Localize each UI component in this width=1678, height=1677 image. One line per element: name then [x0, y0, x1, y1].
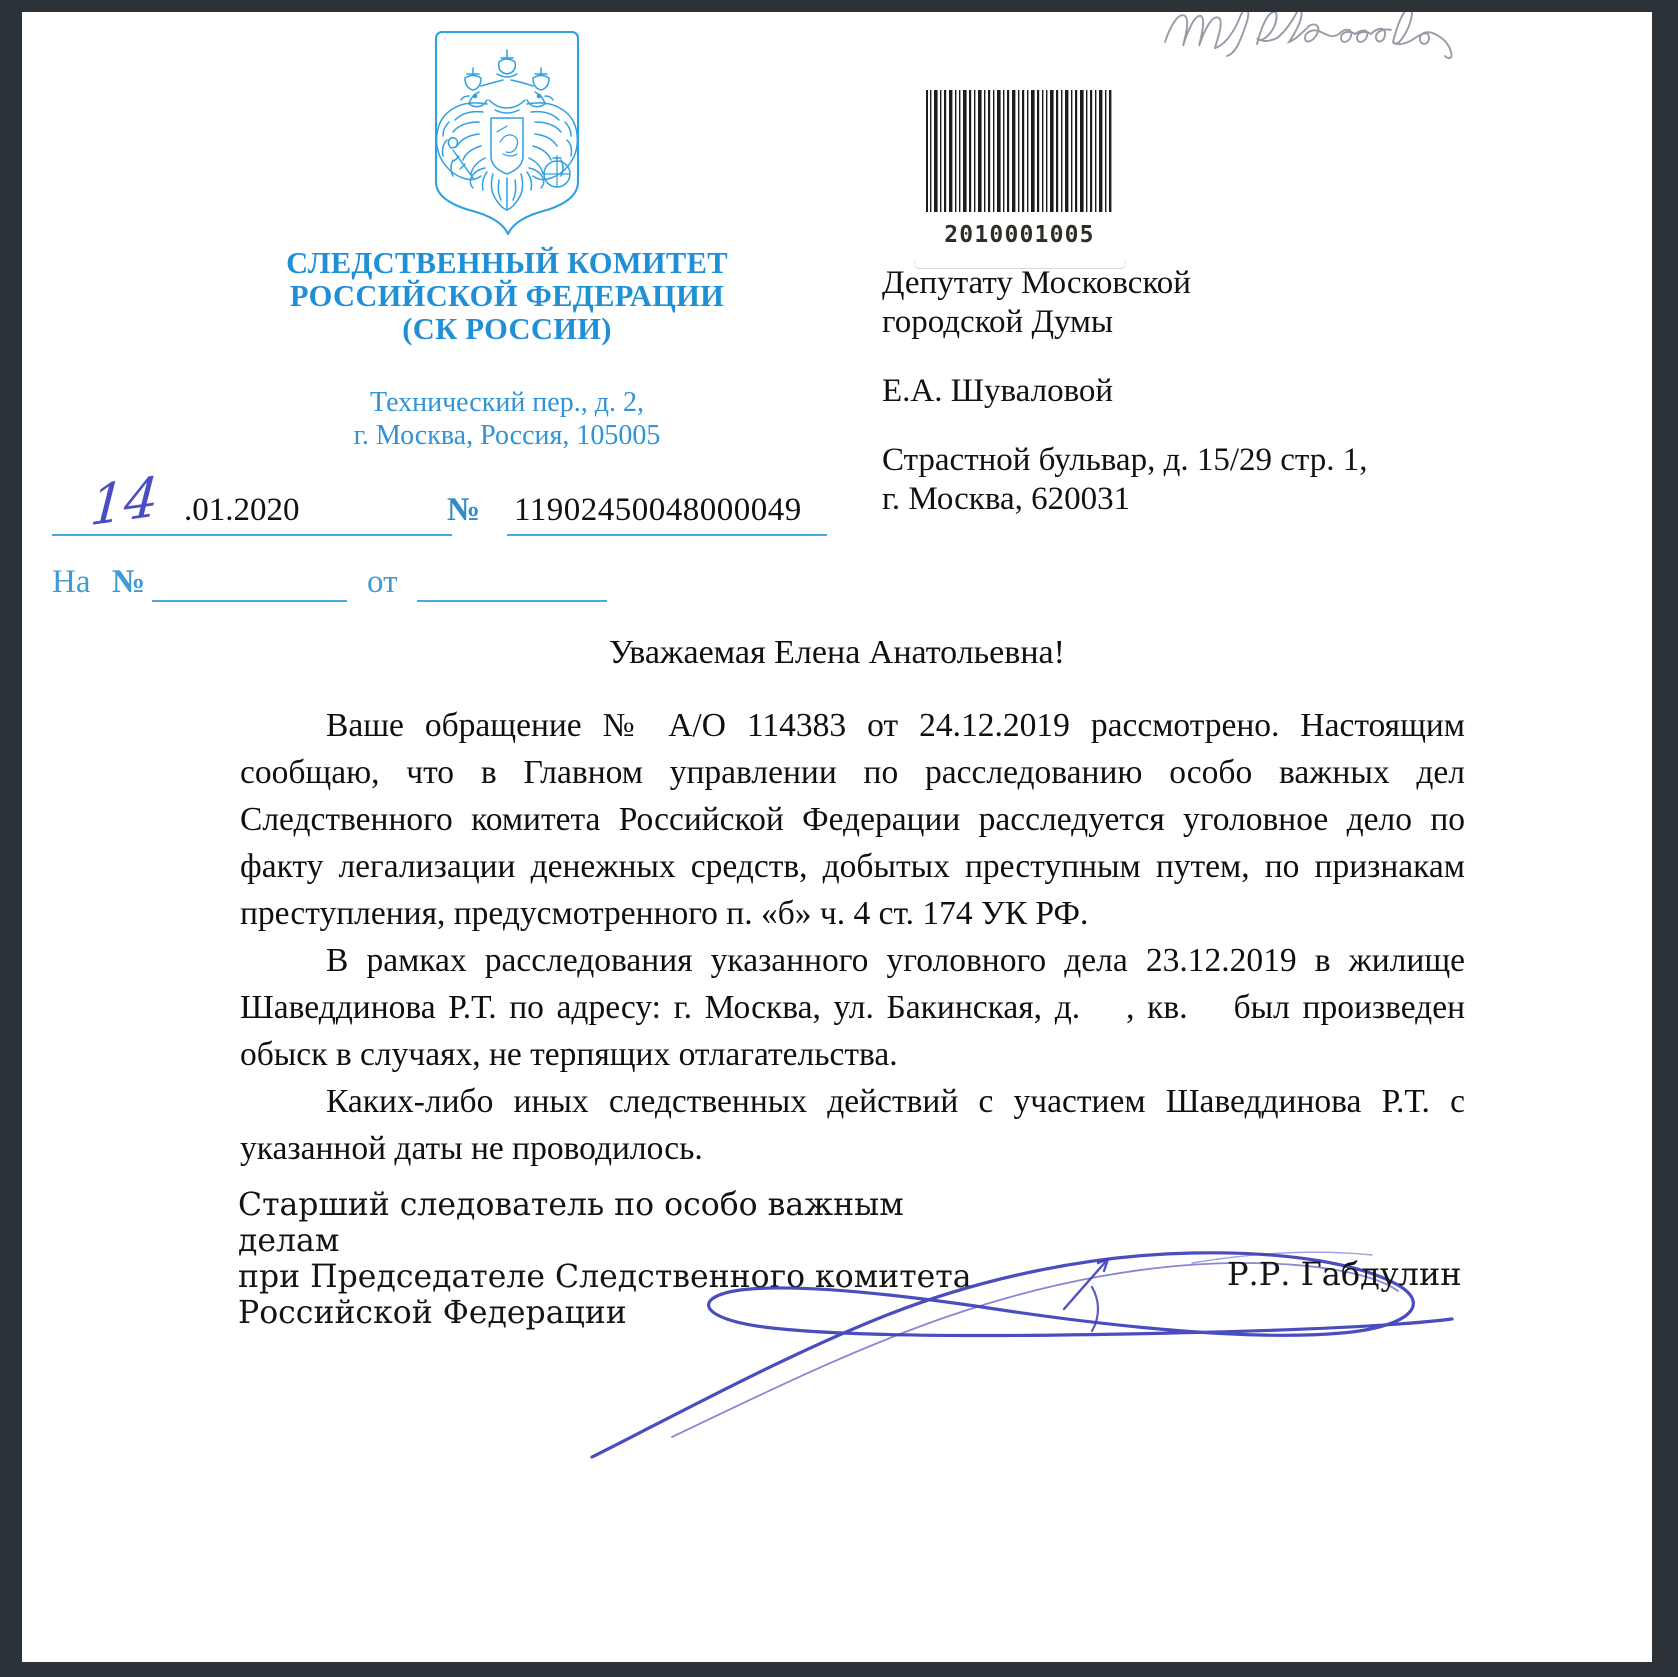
reply-reference-row [52, 560, 672, 610]
org-title-line-1: СЛЕДСТВЕННЫЙ КОМИТЕТ [286, 246, 728, 280]
addressee-name: Е.А. Шуваловой [882, 373, 1114, 409]
addressee-address-line-2: г. Москва, 620031 [882, 481, 1131, 517]
org-title-line-3: (СК РОССИИ) [402, 312, 612, 346]
org-address-line-2: г. Москва, Россия, 105005 [353, 420, 661, 451]
barcode-number: 2010001005 [944, 222, 1095, 248]
body-paragraph-2 [240, 937, 1465, 1078]
body-paragraph-2-part-3: был произведен обыск в случаях, не терпящих отлагательства. [240, 989, 1465, 1073]
signature-title-line-2: при Председателе Следственного комитета [238, 1259, 972, 1295]
reply-date-rule [417, 600, 607, 602]
barcode-icon [925, 90, 1115, 212]
printed-date: .01.2020 [184, 492, 300, 528]
number-rule [507, 534, 827, 536]
reply-from-label: от [367, 564, 398, 600]
body-paragraph-2-part-1: В рамках расследования указанного уголовного дела 23.12.2019 в жилище Шаведдинова Р.Т. по адресу: г. Москва, ул. Бакинская, д. [240, 942, 1465, 1026]
salutation: Уважаемая Елена Анатольевна! [609, 634, 1065, 671]
addressee-title-line-1: Депутату Московской [882, 265, 1191, 301]
letter-body [240, 702, 1465, 1172]
body-paragraph-3: Каких-либо иных следственных действий с участием Шаведдинова Р.Т. с указанной даты не проводилось. [240, 1083, 1465, 1167]
signature-title-line-1: Старший следователь по особо важным делам [238, 1187, 904, 1259]
body-paragraph-2-part-2: , кв. [1126, 989, 1188, 1026]
document-page [22, 12, 1652, 1662]
emblem-container [197, 22, 817, 247]
handwritten-day: 14 [88, 464, 161, 539]
outgoing-number: 11902450048000049 [514, 492, 802, 528]
addressee-block [882, 264, 1582, 519]
signature-title-line-3: Российской Федерации [238, 1295, 627, 1331]
addressee-title-line-2: городской Думы [882, 304, 1114, 340]
reply-number-sign-icon: № [112, 564, 146, 600]
signer-name: Р.Р. Габдулин [1227, 1255, 1462, 1293]
addressee-address-line-1: Страстной бульвар, д. 15/29 стр. 1, [882, 442, 1368, 478]
barcode-block [912, 90, 1127, 269]
reply-prefix-label: На [52, 564, 91, 600]
number-sign-icon: № [447, 492, 481, 528]
handwritten-annotation [1157, 12, 1487, 62]
org-title-line-2: РОССИЙСКОЙ ФЕДЕРАЦИИ [289, 279, 725, 313]
date-and-number-row [52, 464, 802, 540]
signature-title-block [238, 1187, 998, 1331]
reply-number-rule [152, 600, 347, 602]
org-address-line-1: Технический пер., д. 2, [370, 387, 644, 418]
russian-coat-of-arms-icon [407, 22, 607, 244]
body-paragraph-1: Ваше обращение № А/О 114383 от 24.12.2019 рассмотрено. Настоящим сообщаю, что в Главном управлении по расследованию особо важных дел Следственного комитета Российской Федерации расследуется уголовное дело по факту легализации денежных средств, добытых преступным путем, по признакам преступления, предусмотренного п. «б» ч. 4 ст. 174 УК РФ. [240, 707, 1465, 932]
letterhead [197, 22, 817, 452]
